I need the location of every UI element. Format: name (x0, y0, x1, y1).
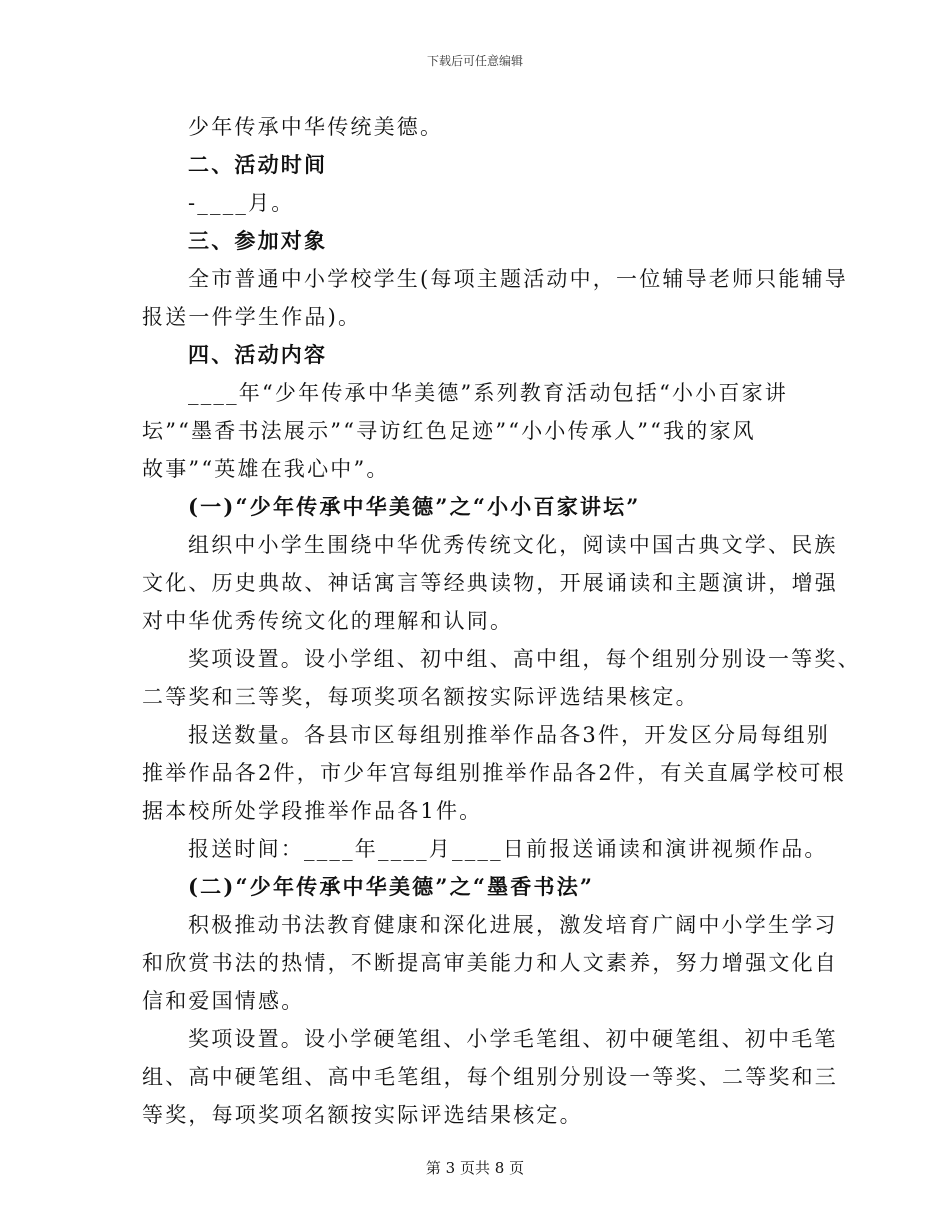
paragraph-line: 奖项设置。设小学组、初中组、高中组，每个组别分别设一等奖、 (188, 647, 861, 671)
paragraph-line: 积极推动书法教育健康和深化进展，激发培育广阔中小学生学习 (188, 913, 838, 937)
paragraph-line: 等奖，每项奖项名额按实际评选结果核定。 (142, 1103, 583, 1127)
page-header-note: 下载后可任意编辑 (426, 54, 523, 68)
paragraph-line: ____年“少年传承中华美德”系列教育活动包括“小小百家讲 (188, 381, 789, 405)
paragraph-line: 推举作品各2件，市少年宫每组别推举作品各2件，有关直属学校可根 (142, 761, 846, 785)
paragraph-line: 和欣赏书法的热情，不断提高审美能力和人文素养，努力增强文化自 (142, 951, 838, 975)
paragraph-line: 据本校所处学段推举作品各1件。 (142, 799, 483, 823)
paragraph-line: -____月。 (188, 191, 295, 215)
paragraph-line: 少年传承中华传统美德。 (188, 115, 444, 139)
paragraph-line: 对中华优秀传统文化的理解和认同。 (142, 609, 514, 633)
paragraph-line: 信和爱国情感。 (142, 989, 305, 1013)
paragraph-line: 文化、历史典故、神话寓言等经典读物，开展诵读和主题演讲，增强 (142, 571, 838, 595)
paragraph-line: 故事”“英雄在我心中”。 (142, 457, 390, 481)
paragraph-line: 报送一件学生作品)。 (142, 305, 362, 329)
section-heading: 四、活动内容 (188, 342, 328, 367)
subsection-heading: (一)“少年传承中华美德”之“小小百家讲坛” (188, 494, 641, 519)
page-footer-page-info: 第 3 页共 8 页 (425, 1159, 525, 1177)
paragraph-line: 坛”“墨香书法展示”“寻访红色足迹”“小小传承人”“我的家风 (142, 419, 756, 443)
document-body (142, 108, 861, 1134)
paragraph-line: 全市普通中小学校学生(每项主题活动中，一位辅导老师只能辅导 (188, 267, 848, 291)
subsection-heading: (二)“少年传承中华美德”之“墨香书法” (188, 874, 595, 899)
paragraph-line: 奖项设置。设小学硬笔组、小学毛笔组、初中硬笔组、初中毛笔 (188, 1027, 838, 1051)
paragraph-line: 报送数量。各县市区每组别推举作品各3件，开发区分局每组别 (188, 723, 830, 747)
section-heading: 三、参加对象 (188, 228, 328, 253)
section-heading: 二、活动时间 (188, 152, 328, 177)
paragraph-line: 二等奖和三等奖，每项奖项名额按实际评选结果核定。 (142, 685, 699, 709)
paragraph-line: 报送时间：____年____月____日前报送诵读和演讲视频作品。 (188, 837, 828, 861)
paragraph-line: 组、高中硬笔组、高中毛笔组，每个组别分别设一等奖、二等奖和三 (142, 1065, 838, 1089)
paragraph-line: 组织中小学生围绕中华优秀传统文化，阅读中国古典文学、民族 (188, 533, 838, 557)
